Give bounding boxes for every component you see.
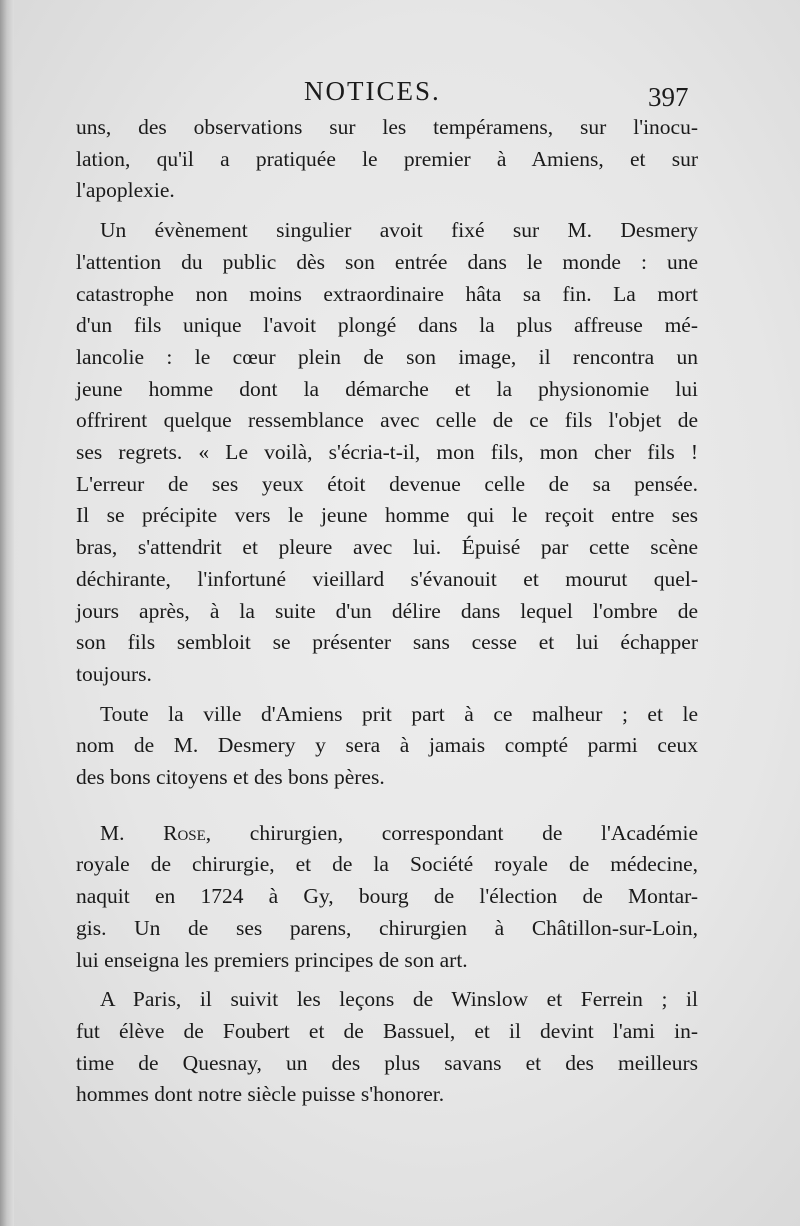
page-spine-shadow xyxy=(0,0,14,1226)
text-line: lui enseigna les premiers principes de son art. xyxy=(76,947,468,972)
running-title: NOTICES. xyxy=(304,76,441,106)
text-line: gis. Un de ses parens, chirurgien à Châtillon-sur-Loin, xyxy=(76,915,698,940)
paragraph-gap xyxy=(76,691,698,699)
text-line: déchirante, l'infortuné vieillard s'évanouit et mourut quel- xyxy=(76,566,698,591)
paragraph-2 xyxy=(76,215,698,691)
text-line: fut élève de Foubert et de Bassuel, et il devint l'ami in- xyxy=(76,1018,698,1043)
text-line: naquit en 1724 à Gy, bourg de l'élection de Montar- xyxy=(76,884,698,909)
paragraph-1 xyxy=(76,112,698,207)
paragraph-5 xyxy=(76,984,698,1111)
text-line: toujours. xyxy=(76,661,152,686)
section-gap xyxy=(76,794,698,818)
text-line: hommes dont notre siècle puisse s'honorer. xyxy=(76,1082,445,1107)
paragraph-3 xyxy=(76,699,698,794)
text-line: l'apoplexie. xyxy=(76,178,175,203)
text-line xyxy=(76,818,698,850)
text-line: ses regrets. « Le voilà, s'écria-t-il, mon fils, mon cher fils ! xyxy=(76,440,698,465)
name-prefix: M. xyxy=(100,820,164,845)
text-line: jeune homme dont la démarche et la physionomie lui xyxy=(76,376,698,401)
text-line: Toute la ville d'Amiens prit part à ce malheur ; et le xyxy=(100,701,698,726)
paragraph-gap xyxy=(76,207,698,215)
text-line: Il se précipite vers le jeune homme qui le reçoit entre ses xyxy=(76,503,698,528)
text-line: bras, s'attendrit et pleure avec lui. Épuisé par cette scène xyxy=(76,535,698,560)
text-line: catastrophe non moins extraordinaire hâta sa fin. La mort xyxy=(76,281,698,306)
text-line: A Paris, il suivit les leçons de Winslow et Ferrein ; il xyxy=(100,987,698,1012)
text-line: time de Quesnay, un des plus savans et des meilleurs xyxy=(76,1050,698,1075)
text-line: nom de M. Desmery y sera à jamais compté parmi ceux xyxy=(76,733,698,758)
person-name-rose: Rose xyxy=(163,820,206,845)
text-line: d'un fils unique l'avoit plongé dans la plus affreuse mé- xyxy=(76,313,698,338)
body-text xyxy=(76,112,698,1111)
paragraph-4 xyxy=(76,818,698,977)
page-number: 397 xyxy=(648,82,689,112)
text-line: jours après, à la suite d'un délire dans lequel l'ombre de xyxy=(76,598,698,623)
text-line: son fils sembloit se présenter sans cesse et lui échapper xyxy=(76,630,698,655)
line-rest: , chirurgien, correspondant de l'Académie xyxy=(205,820,698,845)
text-line: lancolie : le cœur plein de son image, il rencontra un xyxy=(76,344,698,369)
text-line: royale de chirurgie, et de la Société royale de médecine, xyxy=(76,852,698,877)
text-line: des bons citoyens et des bons pères. xyxy=(76,765,385,790)
text-line: lation, qu'il a pratiquée le premier à Amiens, et sur xyxy=(76,146,698,171)
text-line: L'erreur de ses yeux étoit devenue celle de sa pensée. xyxy=(76,471,698,496)
text-line: l'attention du public dès son entrée dans le monde : une xyxy=(76,249,698,274)
paragraph-gap xyxy=(76,976,698,984)
text-line: Un évènement singulier avoit fixé sur M. Desmery xyxy=(100,218,698,243)
running-head xyxy=(0,76,800,116)
text-line: uns, des observations sur les tempéramens, sur l'inocu- xyxy=(76,115,698,139)
text-line: offrirent quelque ressemblance avec celle de ce fils l'objet de xyxy=(76,408,698,433)
